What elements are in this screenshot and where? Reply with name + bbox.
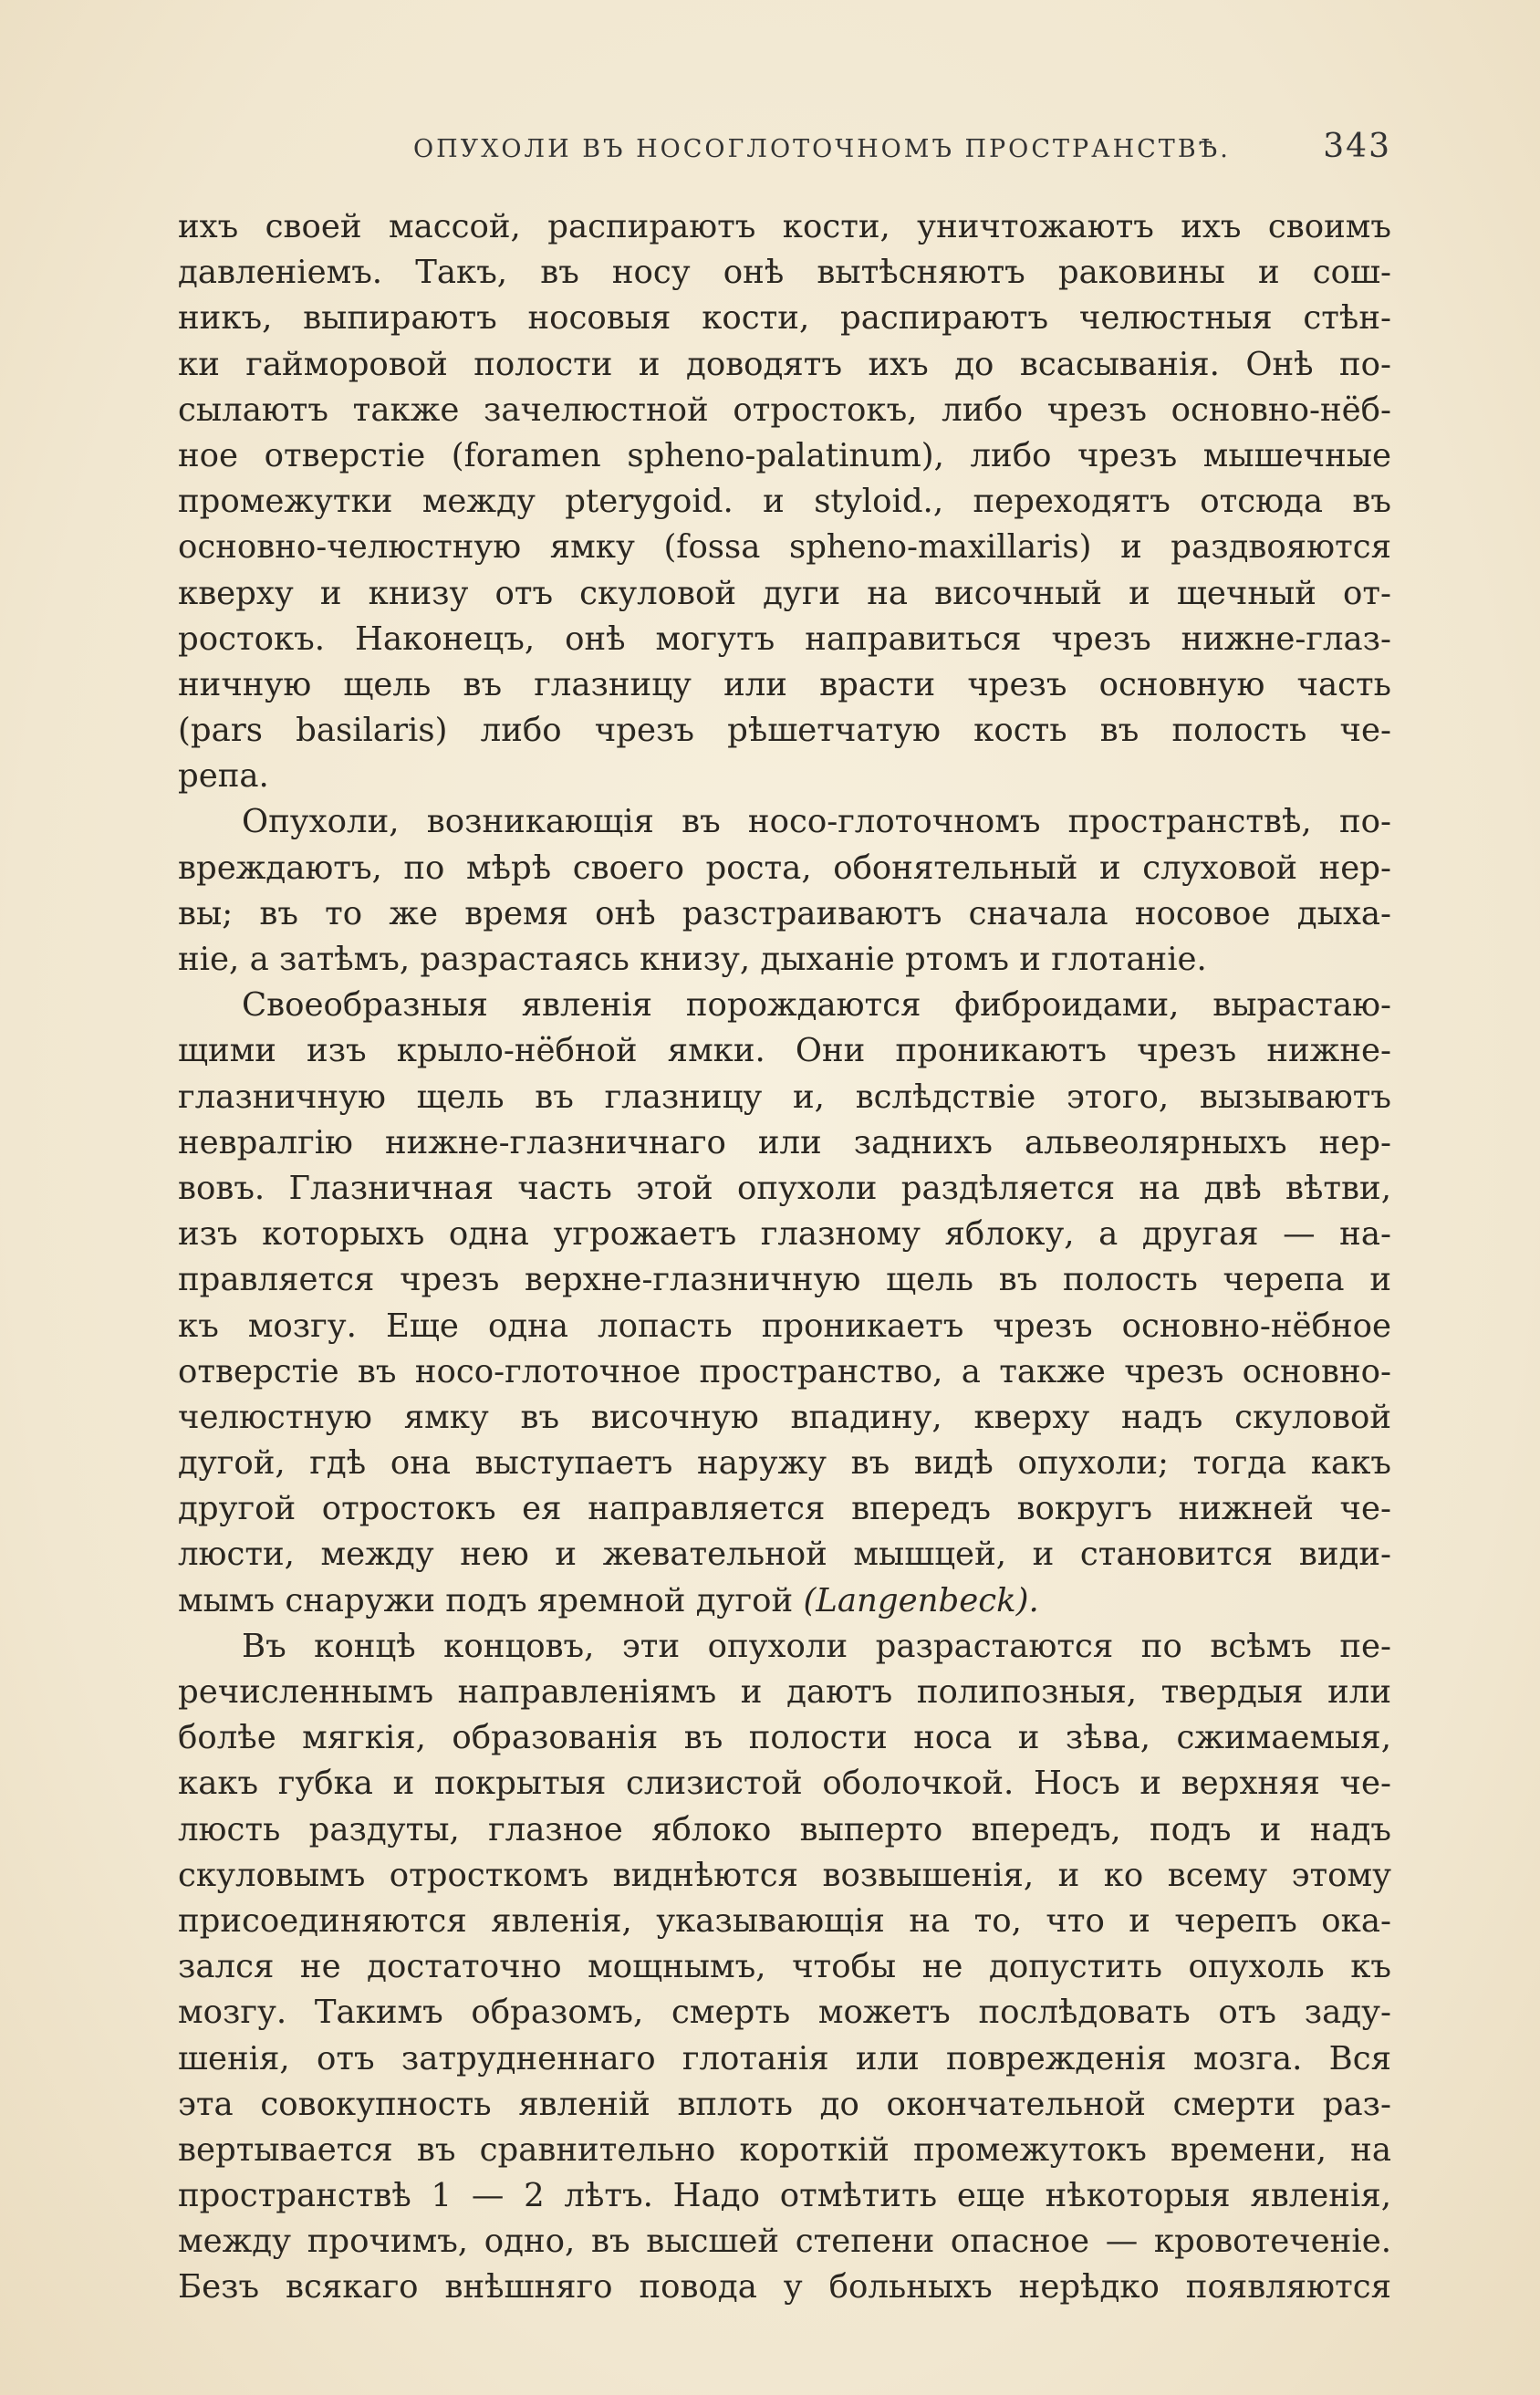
author-citation: (Langenbeck). xyxy=(803,1581,1039,1619)
text-line-content: ихъ своей массой, распираютъ кости, уничтожаютъ ихъ своимъ xyxy=(178,208,1391,245)
text-line-content: люсть раздуты, глазное яблоко выперто впередъ, подъ и надъ xyxy=(178,1810,1391,1848)
text-line-content: кверху и книзу отъ скуловой дуги на височный и щечный от- xyxy=(178,574,1391,612)
text-line xyxy=(178,937,1391,983)
text-line-content: (pars basilaris) либо чрезъ рѣшетчатую кость въ полость че- xyxy=(178,712,1391,750)
page-number: 343 xyxy=(1323,128,1391,165)
text-line-content: присоединяются явленія, указывающія на то, что и черепъ ока- xyxy=(178,1901,1391,1940)
text-line-content: вреждаютъ, по мѣрѣ своего роста, обонятельный и слуховой нер- xyxy=(178,849,1391,887)
text-line xyxy=(178,296,1391,341)
text-line xyxy=(178,617,1391,662)
text-line-content: невралгію нижне-глазничнаго или заднихъ альвеолярныхъ нер- xyxy=(178,1123,1391,1161)
text-line xyxy=(178,1578,1391,1624)
text-line xyxy=(178,1715,1391,1761)
text-line xyxy=(178,1532,1391,1578)
text-line-content: какъ губка и покрытыя слизистой оболочкой. Носъ и верхняя че- xyxy=(178,1765,1391,1803)
text-line-content: люсти, между нею и жевательной мышцей, и становится види- xyxy=(178,1536,1391,1574)
running-title: ОПУХОЛИ ВЪ НОСОГЛОТОЧНОМЪ ПРОСТРАНСТВѢ. xyxy=(413,135,1231,163)
text-line xyxy=(178,1028,1391,1074)
text-line-content: речисленнымъ направленіямъ и даютъ полипозныя, твердыя или xyxy=(178,1673,1391,1711)
text-line xyxy=(178,1166,1391,1212)
text-line xyxy=(178,388,1391,433)
text-line-content: другой отростокъ ея направляется впередъ вокругъ нижней че- xyxy=(178,1490,1391,1528)
text-line-content: глазничную щель въ глазницу и, вслѣдствіе этого, вызываютъ xyxy=(178,1078,1391,1116)
text-line-content: скуловымъ отросткомъ виднѣются возвышенія, и ко всему этому xyxy=(178,1856,1391,1894)
text-line-content: между прочимъ, одно, въ высшей степени опасное — кровотеченіе. xyxy=(178,2223,1391,2261)
text-line-content: къ мозгу. Еще одна лопасть проникаетъ чрезъ основно-нёбное xyxy=(178,1307,1391,1345)
text-line-content: промежутки между pterygoid. и styloid., переходятъ отсюда въ xyxy=(178,483,1391,521)
text-line xyxy=(178,1395,1391,1441)
text-line xyxy=(178,1486,1391,1532)
text-line-content: Опухоли, возникающія въ носо-глоточномъ пространствѣ, по- xyxy=(242,803,1391,841)
text-line-content: мымъ снаружи подъ яремной дугой xyxy=(178,1581,794,1619)
text-line xyxy=(178,846,1391,891)
text-line xyxy=(178,2265,1391,2310)
text-line xyxy=(178,1761,1391,1807)
text-line xyxy=(178,2036,1391,2082)
text-line-content: ростокъ. Наконецъ, онѣ могутъ направиться чрезъ нижне-глаз- xyxy=(178,620,1391,658)
text-line xyxy=(178,1304,1391,1349)
text-line xyxy=(178,479,1391,525)
text-line-content: сылаютъ также зачелюстной отростокъ, либо чрезъ основно-нёб- xyxy=(178,390,1391,429)
text-line xyxy=(178,1212,1391,1257)
text-line-content: челюстную ямку въ височную впадину, кверху надъ скуловой xyxy=(178,1398,1391,1436)
text-line-content: ніе, а затѣмъ, разрастаясь книзу, дыханіе ртомъ и глотаніе. xyxy=(178,941,1207,978)
text-line xyxy=(178,250,1391,296)
text-line-content: эта совокупность явленій вплоть до окончательной смерти раз- xyxy=(178,2085,1391,2123)
text-line xyxy=(178,1624,1391,1670)
text-line-content: зался не достаточно мощнымъ, чтобы не допустить опухоль къ xyxy=(178,1948,1391,1986)
text-line-content: шенія, отъ затрудненнаго глотанія или поврежденія мозга. Вся xyxy=(178,2039,1391,2077)
text-line xyxy=(178,2082,1391,2128)
text-line xyxy=(178,754,1391,799)
text-line xyxy=(178,433,1391,479)
text-line-content: дугой, гдѣ она выступаетъ наружу въ видѣ опухоли; тогда какъ xyxy=(178,1444,1391,1483)
body-text xyxy=(178,204,1391,2311)
text-line-content: вовъ. Глазничная часть этой опухоли раздѣляется на двѣ вѣтви, xyxy=(178,1169,1391,1207)
text-line-content: давленіемъ. Такъ, въ носу онѣ вытѣсняютъ раковины и сош- xyxy=(178,254,1391,292)
text-line-content: ное отверстіе (foramen spheno-palatinum), либо чрезъ мышечные xyxy=(178,436,1391,474)
text-line xyxy=(178,1807,1391,1853)
text-line xyxy=(178,1990,1391,2036)
text-line xyxy=(178,891,1391,937)
text-line xyxy=(178,2219,1391,2265)
text-line-content: репа. xyxy=(178,757,269,796)
text-line xyxy=(178,1944,1391,1990)
text-line-content: отверстіе въ носо-глоточное пространство, а также чрезъ основно- xyxy=(178,1352,1391,1390)
text-line xyxy=(178,799,1391,845)
text-line xyxy=(178,204,1391,250)
text-line xyxy=(178,1075,1391,1120)
text-line xyxy=(178,525,1391,570)
text-line-content: мозгу. Такимъ образомъ, смерть можетъ послѣдовать отъ заду- xyxy=(178,1994,1391,2032)
text-line-content: Въ концѣ концовъ, эти опухоли разрастаются по всѣмъ пе- xyxy=(242,1627,1391,1665)
text-line xyxy=(178,1349,1391,1395)
text-line-content: ки гайморовой полости и доводятъ ихъ до всасыванія. Онѣ по- xyxy=(178,345,1391,383)
text-line-content: правляется чрезъ верхне-глазничную щель въ полость черепа и xyxy=(178,1261,1391,1299)
text-line-content: Безъ всякаго внѣшняго повода у больныхъ нерѣдко появляются xyxy=(178,2268,1391,2306)
text-line-content: ничную щель въ глазницу или врасти чрезъ основную часть xyxy=(178,665,1391,703)
text-line xyxy=(178,1120,1391,1166)
text-line-content: Своеобразныя явленія порождаются фиброидами, вырастаю- xyxy=(242,986,1391,1025)
text-line-content: пространствѣ 1 — 2 лѣтъ. Надо отмѣтить еще нѣкоторыя явленія, xyxy=(178,2177,1391,2215)
text-line-content: щими изъ крыло-нёбной ямки. Они проникаютъ чрезъ нижне- xyxy=(178,1032,1391,1070)
text-line-content: изъ которыхъ одна угрожаетъ глазному яблоку, а другая — на- xyxy=(178,1215,1391,1254)
text-line-content: основно-челюстную ямку (fossa spheno-maxillaris) и раздвояются xyxy=(178,528,1391,567)
text-line xyxy=(178,1257,1391,1303)
page-header xyxy=(178,128,1391,173)
text-line-content: вертывается въ сравнительно короткій промежутокъ времени, на xyxy=(178,2130,1391,2169)
text-line xyxy=(178,708,1391,754)
text-line xyxy=(178,571,1391,617)
text-line-content: болѣе мягкія, образованія въ полости носа и зѣва, сжимаемыя, xyxy=(178,1719,1391,1757)
text-line xyxy=(178,1441,1391,1486)
text-line xyxy=(178,1853,1391,1899)
text-line xyxy=(178,342,1391,388)
text-line xyxy=(178,1670,1391,1715)
text-line-content: вы; въ то же время онѣ разстраиваютъ сначала носовое дыха- xyxy=(178,894,1391,932)
text-line xyxy=(178,662,1391,708)
text-line xyxy=(178,983,1391,1028)
text-line xyxy=(178,1899,1391,1944)
text-line-content: никъ, выпираютъ носовыя кости, распираютъ челюстныя стѣн- xyxy=(178,299,1391,338)
text-line xyxy=(178,2173,1391,2219)
text-line xyxy=(178,2128,1391,2173)
